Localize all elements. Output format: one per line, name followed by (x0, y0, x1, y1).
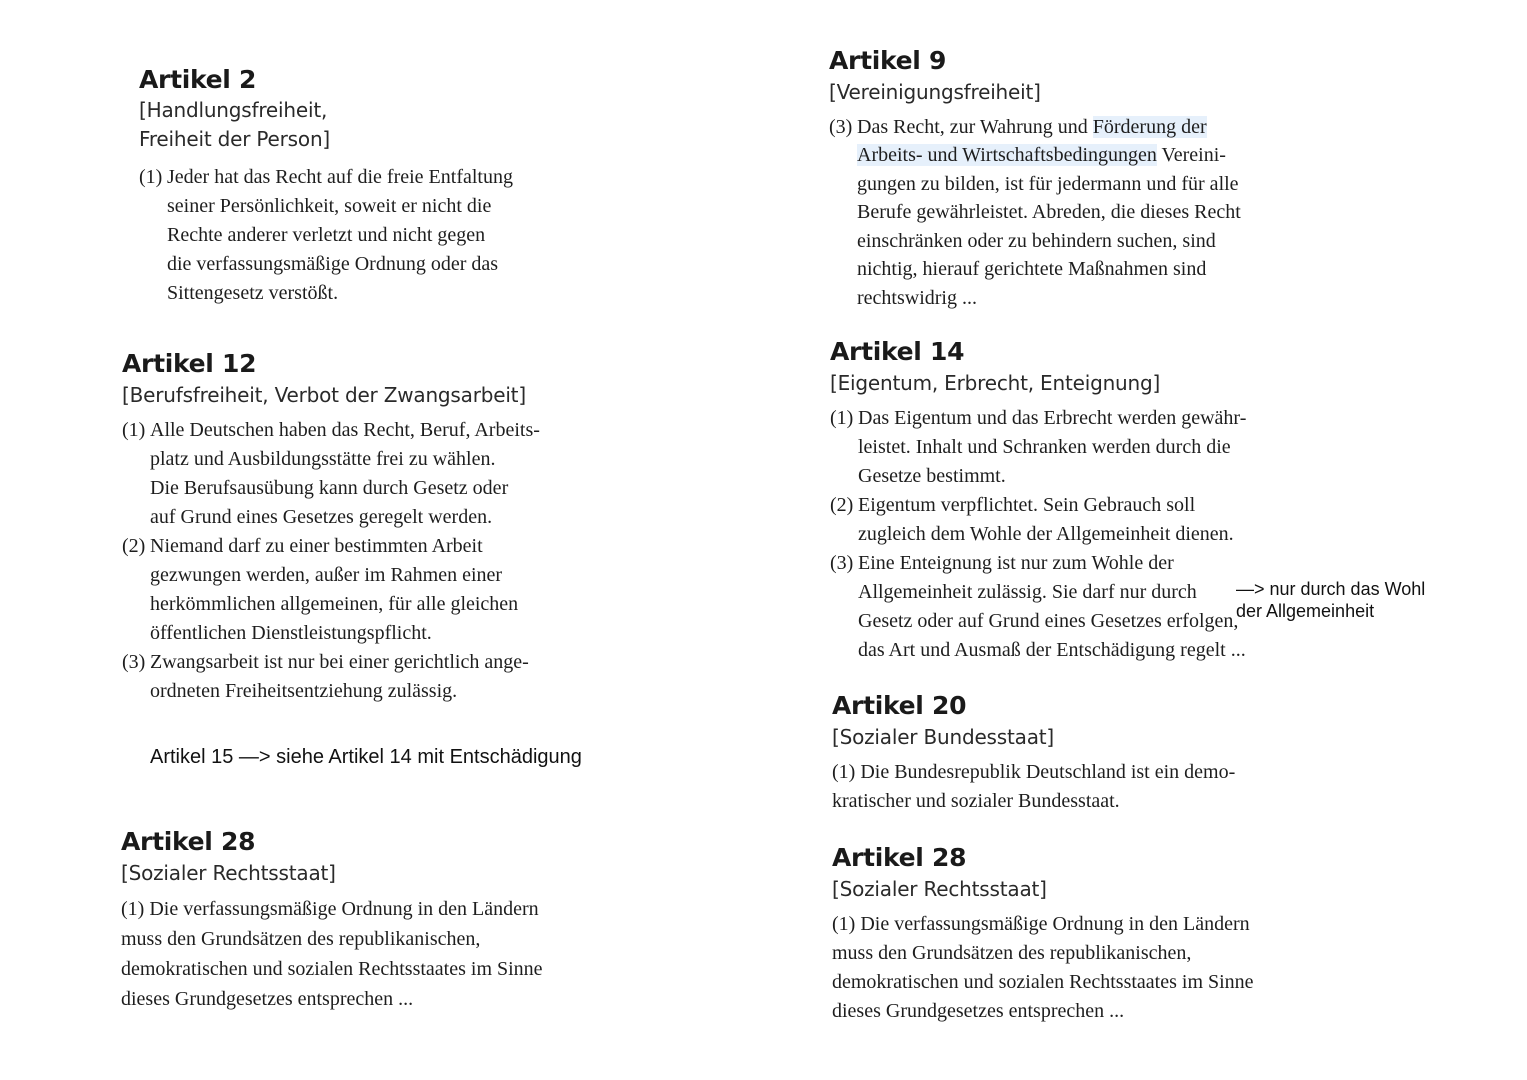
paragraph-1: (1) Die Bundesrepublik Deutschland ist ein demo- kratischer und sozialer Bundesstaat. (832, 760, 1236, 812)
article-28-right (832, 844, 1302, 1026)
article-9 (829, 47, 1289, 312)
paragraph-2: (2) Eigentum verpflichtet. Sein Gebrauch soll zugleich dem Wohle der Allgemeinheit dienen. (830, 493, 1234, 545)
article-subtitle: [Eigentum, Erbrecht, Enteignung] (830, 370, 1161, 395)
paragraph-3: (3) Zwangsarbeit ist nur bei einer gerichtlich ange- ordneten Freiheitsentziehung zulässig. (122, 650, 529, 702)
article-20 (832, 692, 1292, 816)
paragraph-1: (1) Das Eigentum und das Erbrecht werden gewähr- leistet. Inhalt und Schranken werden durch die Gesetze bestimmt. (830, 406, 1247, 487)
article-title: Artikel 20 (832, 691, 967, 720)
paragraph-1: (1) Die verfassungsmäßige Ordnung in den Ländern muss den Grundsätzen des republikanischen, demokratischen und sozialen Rechtsstaates im Sinne dieses Grundgesetzes entsprechen ... (121, 897, 543, 1010)
article-28-left (121, 828, 611, 1014)
article-subtitle: [Berufsfreiheit, Verbot der Zwangsarbeit] (122, 382, 526, 407)
note-article-14: —> nur durch das Wohl der Allgemeinheit (1236, 579, 1426, 621)
article-subtitle: [Sozialer Rechtsstaat] (121, 860, 336, 885)
article-subtitle: [Sozialer Rechtsstaat] (832, 876, 1047, 901)
article-title: Artikel 28 (832, 843, 967, 872)
paragraph-1: (1) Jeder hat das Recht auf die freie Entfaltung seiner Persönlichkeit, soweit er nicht die Rechte anderer verletzt und nicht gegen die verfassungsmäßige Ordnung oder das Sittengesetz verstößt. (139, 165, 513, 304)
paragraph-3: (3) Eine Enteignung ist nur zum Wohle der Allgemeinheit zulässig. Sie darf nur durch Gesetz oder auf Grund eines Gesetzes erfolgen, das Art und Ausmaß der Entschädigung regelt ... (830, 551, 1246, 661)
article-14 (830, 338, 1300, 665)
paragraph-2: (2) Niemand darf zu einer bestimmten Arbeit gezwungen werden, außer im Rahmen einer herkömmlichen allgemeinen, für alle gleichen öffentlichen Dienstleistungspflicht. (122, 534, 519, 644)
paragraph-3: (3) Das Recht, zur Wahrung und Förderung der Arbeits- und Wirtschaftsbedingungen Vereini- gungen zu bilden, ist für jedermann und für alle Berufe gewährleistet. Abreden, die dieses Recht einschränken oder zu behindern suchen, sind nichtig, hierauf gerichtete Maßnahmen sind rechtswidrig ... (829, 115, 1241, 309)
note-article-15: Artikel 15 —> siehe Artikel 14 mit Entschädigung (150, 746, 582, 768)
article-title: Artikel 12 (122, 349, 257, 378)
paragraph-1: (1) Alle Deutschen haben das Recht, Beruf, Arbeits- platz und Ausbildungsstätte frei zu wählen. Die Berufsausübung kann durch Gesetz oder auf Grund eines Gesetzes geregelt werden. (122, 418, 540, 528)
article-title: Artikel 2 (139, 65, 257, 94)
paragraph-1: (1) Die verfassungsmäßige Ordnung in den Ländern muss den Grundsätzen des republikanischen, demokratischen und sozialen Rechtsstaates im Sinne dieses Grundgesetzes entsprechen ... (832, 912, 1254, 1022)
highlighted-text: Arbeits- und Wirtschaftsbedingungen (857, 144, 1157, 167)
article-title: Artikel 28 (121, 827, 256, 856)
article-12 (122, 350, 592, 706)
article-subtitle: [Handlungsfreiheit, Freiheit der Person] (139, 97, 331, 151)
highlighted-text: Förderung der (1092, 115, 1207, 138)
article-subtitle: [Sozialer Bundesstaat] (832, 724, 1054, 749)
article-title: Artikel 9 (829, 46, 947, 75)
article-2 (139, 66, 559, 308)
article-title: Artikel 14 (830, 337, 965, 366)
article-subtitle: [Vereinigungsfreiheit] (829, 79, 1041, 104)
